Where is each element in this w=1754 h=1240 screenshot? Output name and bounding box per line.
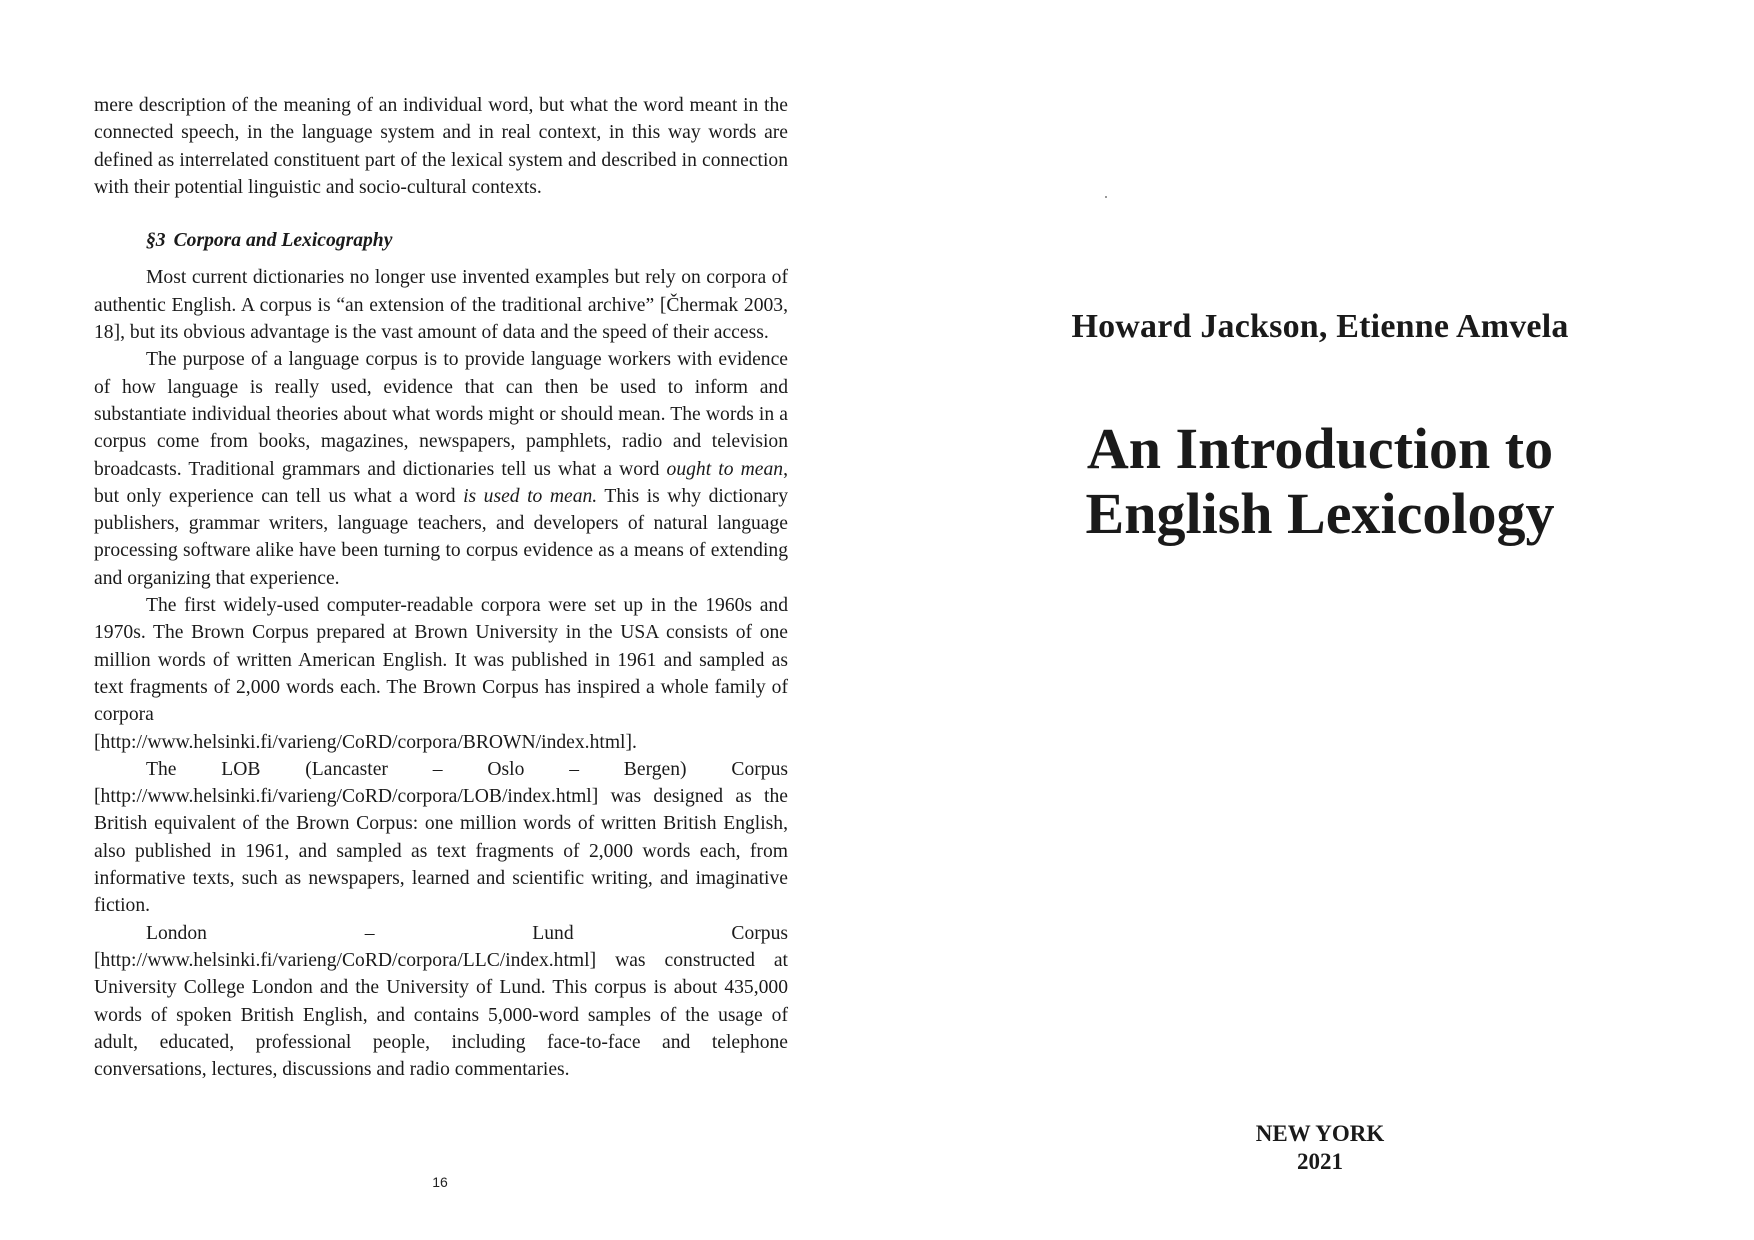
book-authors: Howard Jackson, Etienne Amvela	[1071, 308, 1569, 345]
section-title: Corpora and Lexicography	[173, 230, 393, 252]
publication-info	[1010, 1120, 1630, 1176]
left-page	[94, 92, 788, 1083]
url-brown-corpus: [http://www.helsinki.fi/varieng/CoRD/corpora/BROWN/index.html].	[94, 731, 637, 753]
paragraph-lob-corpus: The LOB (Lancaster – Oslo – Bergen) Corpus	[146, 758, 788, 780]
page-number: 16	[432, 1174, 448, 1190]
publication-city: NEW YORK	[1255, 1121, 1385, 1146]
paragraph-brown-corpus: The first widely-used computer-readable corpora were set up in the 1960s and 1970s. The Brown Corpus prepared at Brown University in the USA consists of one million words of written American English. It was published in 1961 and sampled as text fragments of 2,000 words each. The Brown Corpus has inspired a whole family of corpora	[94, 595, 788, 726]
paragraph-continuation: mere description of the meaning of an individual word, but what the word meant in the connected speech, in the language system and in real context, in this way words are defined as interrelated constituent part of the lexical system and described in connection with their potential linguistic and socio-cultural contexts.	[94, 95, 788, 198]
italic-phrase: ought to mean	[666, 458, 784, 480]
paragraph-corpora-intro: Most current dictionaries no longer use invented examples but rely on corpora of authentic English. A corpus is “an extension of the traditional archive” [Čhermak 2003, 18], but its obvious advantage is the vast amount of data and the speed of their access.	[94, 267, 788, 344]
text-run: , but only experience can tell us what a word	[94, 458, 789, 507]
paragraph-lob-corpus-body: [http://www.helsinki.fi/varieng/CoRD/corpora/LOB/index.html] was designed as the British equivalent of the Brown Corpus: one million words of written British English, also published in 1961, and sampled as text fragments of 2,000 words each, from informative texts, such as newspapers, learned and scientific writing, and imaginative fiction.	[94, 786, 788, 917]
section-heading	[146, 227, 788, 254]
text-run: The purpose of a language corpus is to provide language workers with evidence of how language is really used, evidence that can then be used to inform and substantiate individual theories about what words might or should mean. The words in a corpus come from books, magazines, newspapers, pamphlets, radio and television broadcasts. Traditional grammars and dictionaries tell us what a word	[94, 349, 788, 480]
italic-phrase: is used to mean.	[463, 485, 598, 507]
paragraph-corpus-purpose	[94, 346, 788, 592]
stray-dot	[1105, 196, 1107, 198]
paragraph-london-lund-corpus: London – Lund Corpus	[146, 922, 788, 944]
publication-year: 2021	[1297, 1149, 1343, 1174]
paragraph-london-lund-corpus-body: [http://www.helsinki.fi/varieng/CoRD/corpora/LLC/index.html] was constructed at University College London and the University of Lund. This corpus is about 435,000 words of spoken British English, and contains 5,000-word samples of the usage of adult, educated, professional people, including face-to-face and telephone conversations, lectures, discussions and radio commentaries.	[94, 949, 788, 1081]
right-page-title	[1010, 0, 1630, 1240]
book-title-line-1: An Introduction to	[1086, 416, 1554, 481]
section-number: §3	[146, 230, 166, 252]
text-run: This is why dictionary publishers, grammar writers, language teachers, and developers of natural language processing software alike have been turning to corpus evidence as a means of extending and organizing that experience.	[94, 485, 789, 589]
book-title-line-2: English Lexicology	[1085, 481, 1555, 546]
book-title	[1010, 416, 1630, 546]
